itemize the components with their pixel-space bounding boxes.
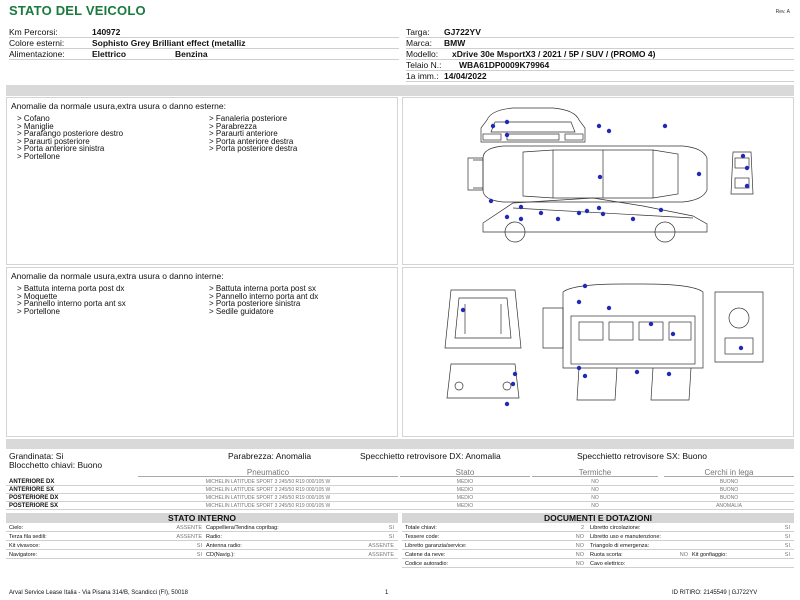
damage-item: > Pannello interno porta ant dx xyxy=(209,291,319,301)
internal-damage-title: Anomalie da normale usura,extra usura o danno interne: xyxy=(11,271,224,281)
alimentazione-value-2: Benzina xyxy=(175,49,208,59)
documenti-value: SI xyxy=(784,552,790,558)
tyre-cerchi: BUONO xyxy=(719,495,739,501)
parabrezza-status: Parabrezza: Anomalia xyxy=(228,451,312,461)
tyre-cerchi: ANOMALIA xyxy=(716,503,742,509)
tyre-row xyxy=(6,478,794,486)
interior-front-view xyxy=(715,292,763,362)
interno-label: Navigatore: xyxy=(9,552,38,558)
targa-row xyxy=(406,27,794,38)
specchietto-dx-status: Specchietto retrovisore DX: Anomalia xyxy=(360,451,501,461)
tyre-position: POSTERIORE DX xyxy=(9,495,59,501)
interior-top-view xyxy=(543,284,703,400)
tyre-position: ANTERIORE SX xyxy=(9,487,55,493)
damage-item: > Parabrezza xyxy=(209,121,257,131)
alimentazione-label: Alimentazione: xyxy=(9,49,65,59)
documenti-label: Libretto garanzia/service: xyxy=(405,543,467,549)
car-side-view xyxy=(483,198,707,242)
tyre-header-pneumatico: Pneumatico xyxy=(138,468,398,477)
documenti-label: Kit gonfiaggio: xyxy=(692,552,727,558)
interno-label: CD(Navig.): xyxy=(206,552,235,558)
documenti-label: Cavo elettrico: xyxy=(590,561,626,567)
interno-value: ASSENTE xyxy=(176,525,202,531)
damage-item: > Portellone xyxy=(17,306,60,316)
documenti-label: Triangolo di emergenza: xyxy=(590,543,650,549)
km-row xyxy=(9,27,399,38)
car-front-view xyxy=(481,108,585,142)
documenti-value: 2 xyxy=(580,525,584,531)
interno-row xyxy=(6,551,398,559)
documenti-label: Libretto circolazione: xyxy=(590,525,641,531)
damage-item: > Battuta interna porta post sx xyxy=(209,284,316,293)
km-label: Km Percorsi: xyxy=(9,27,58,37)
specchietto-sx-status: Specchietto retrovisore SX: Buono xyxy=(577,451,707,461)
tyre-termiche: NO xyxy=(591,503,599,509)
documenti-label: Libretto uso e manutenzione: xyxy=(590,534,661,540)
damage-item: > Pannello interno porta ant sx xyxy=(17,299,126,308)
targa-label: Targa: xyxy=(406,27,430,37)
documenti-row xyxy=(402,533,794,541)
interno-row xyxy=(6,524,398,532)
documenti-value: SI xyxy=(784,525,790,531)
immatricolazione-row xyxy=(406,71,794,82)
internal-damage-panel xyxy=(6,267,398,437)
immatricolazione-value: 14/04/2022 xyxy=(444,71,487,81)
documenti-value: NO xyxy=(575,543,584,549)
damage-item: > Porta posteriore sinistra xyxy=(209,299,301,308)
alimentazione-row xyxy=(9,49,399,60)
documenti-value: NO xyxy=(575,552,584,558)
interno-value: SI xyxy=(388,525,394,531)
damage-item: > Maniglie xyxy=(17,121,54,131)
tyre-stato: MEDIO xyxy=(456,479,474,485)
documenti-label: Tessere code: xyxy=(405,534,440,540)
interno-label: Cappelliera/Tendina copribag: xyxy=(206,525,279,531)
internal-diagram-panel xyxy=(402,267,794,437)
tyre-termiche: NO xyxy=(591,479,599,485)
footer-page-number: 1 xyxy=(385,590,389,596)
documenti-row xyxy=(402,524,794,532)
tyre-position: ANTERIORE DX xyxy=(9,479,55,485)
tyre-position: POSTERIORE SX xyxy=(9,503,59,509)
modello-value: xDrive 30e MsportX3 / 2021 / 5P / SUV / (PROMO 4) xyxy=(452,49,656,59)
damage-item: > Battuta interna porta post dx xyxy=(17,284,125,293)
tyre-cerchi: BUONO xyxy=(719,479,739,485)
tyre-header-cerchi: Cerchi in lega xyxy=(664,468,794,477)
documenti-label: Codice autoradio: xyxy=(405,561,449,567)
page-title: STATO DEL VEICOLO xyxy=(9,3,146,18)
tyre-row xyxy=(6,502,794,510)
alimentazione-value: Elettrico xyxy=(92,49,127,59)
revision-label: Rev. A xyxy=(775,9,790,15)
tyre-header-termiche: Termiche xyxy=(532,468,658,477)
interno-value: ASSENTE xyxy=(368,552,394,558)
car-top-view xyxy=(468,146,707,202)
marca-value: BMW xyxy=(444,38,466,48)
km-value: 140972 xyxy=(92,27,121,37)
interno-value: SI xyxy=(196,552,202,558)
documenti-value: NO xyxy=(575,534,584,540)
footer-id: ID RITIRO: 2145549 | GJ722YV xyxy=(672,590,758,596)
interno-row xyxy=(6,542,398,550)
damage-item: > Paraurti anteriore xyxy=(209,129,278,138)
tyre-stato: MEDIO xyxy=(456,487,474,493)
marca-label: Marca: xyxy=(406,38,432,48)
documenti-row xyxy=(402,551,794,559)
marca-row xyxy=(406,38,794,49)
blocchetto-status: Blocchetto chiavi: Buono xyxy=(9,460,103,470)
documenti-title: DOCUMENTI E DOTAZIONI xyxy=(402,513,794,523)
damage-item: > Portellone xyxy=(17,151,60,161)
documenti-row xyxy=(402,542,794,550)
documenti-value: SI xyxy=(784,534,790,540)
telaio-value: WBA61DP0009K79964 xyxy=(459,60,550,70)
documenti-label: Ruota scorta: xyxy=(590,552,623,558)
tyre-termiche: NO xyxy=(591,487,599,493)
damage-item: > Parafango posteriore destro xyxy=(17,129,124,138)
damage-item: > Fanaleria posteriore xyxy=(209,114,288,123)
immatricolazione-label: 1a imm.: xyxy=(406,71,439,81)
tyre-stato: MEDIO xyxy=(456,495,474,501)
tyre-header-stato: Stato xyxy=(400,468,530,477)
interno-label: Terza fila sedili: xyxy=(9,534,47,540)
documenti-value: SI xyxy=(784,543,790,549)
modello-label: Modello: xyxy=(406,49,439,59)
external-diagram-panel xyxy=(402,97,794,265)
documenti-value: NO xyxy=(679,552,688,558)
colore-row xyxy=(9,38,399,49)
external-car-diagram xyxy=(403,98,793,264)
tyre-termiche: NO xyxy=(591,495,599,501)
tyre-row xyxy=(6,494,794,502)
tyre-stato: MEDIO xyxy=(456,503,474,509)
interno-label: Cielo: xyxy=(9,525,24,531)
stato-interno-title: STATO INTERNO xyxy=(6,513,398,523)
section-separator-2 xyxy=(6,439,794,449)
telaio-row xyxy=(406,60,794,71)
tyre-cerchi: BUONO xyxy=(719,487,739,493)
tyre-model: MICHELIN LATITUDE SPORT 3 245/50 R19 000/105 W xyxy=(205,479,331,485)
documenti-value xyxy=(702,560,790,568)
tyre-model: MICHELIN LATITUDE SPORT 3 245/50 R19 000/105 W xyxy=(205,487,331,493)
colore-value: Sophisto Grey Brilliant effect (metalliz xyxy=(92,38,246,48)
interno-label: Radio: xyxy=(206,534,222,540)
damage-item: > Porta anteriore sinistra xyxy=(17,144,105,153)
interno-row xyxy=(6,533,398,541)
internal-car-diagram xyxy=(403,268,793,436)
modello-row xyxy=(406,49,794,60)
documenti-label: Totale chiavi: xyxy=(405,525,437,531)
interno-label: Antenna radio: xyxy=(206,543,242,549)
interno-value: ASSENTE xyxy=(368,543,394,549)
external-damage-title: Anomalie da normale usura,extra usura o danno esterne: xyxy=(11,101,226,111)
damage-item: > Cofano xyxy=(17,114,50,123)
damage-item: > Porta posteriore destra xyxy=(209,144,298,153)
documenti-label: Catene da neve: xyxy=(405,552,446,558)
documenti-value: NO xyxy=(575,561,584,567)
section-separator xyxy=(6,85,794,96)
external-damage-dots xyxy=(489,120,749,221)
footer-company: Arval Service Lease Italia - Via Pisana 314/B, Scandicci (FI), 50018 xyxy=(9,590,188,596)
tyre-row xyxy=(6,486,794,494)
external-damage-panel xyxy=(6,97,398,265)
colore-label: Colore esterni: xyxy=(9,38,65,48)
interno-label: Kit vivavoce: xyxy=(9,543,40,549)
interior-rear-view xyxy=(445,290,521,398)
grandinata-status: Grandinata: Si xyxy=(9,451,64,461)
interno-value: SI xyxy=(388,534,394,540)
damage-item: > Paraurti posteriore xyxy=(17,136,90,146)
car-rear-view xyxy=(731,152,753,194)
documenti-row xyxy=(402,560,794,568)
damage-item: > Moquette xyxy=(17,291,58,301)
tyre-model: MICHELIN LATITUDE SPORT 3 245/50 R19 000/105 W xyxy=(205,495,331,501)
damage-item: > Sedile guidatore xyxy=(209,306,274,316)
interno-value: SI xyxy=(196,543,202,549)
tyre-model: MICHELIN LATITUDE SPORT 3 245/50 R19 000/105 W xyxy=(205,503,331,509)
targa-value: GJ722YV xyxy=(444,27,481,37)
interno-value: ASSENTE xyxy=(176,534,202,540)
telaio-label: Telaio N.: xyxy=(406,60,442,70)
damage-item: > Porta anteriore destra xyxy=(209,136,294,146)
